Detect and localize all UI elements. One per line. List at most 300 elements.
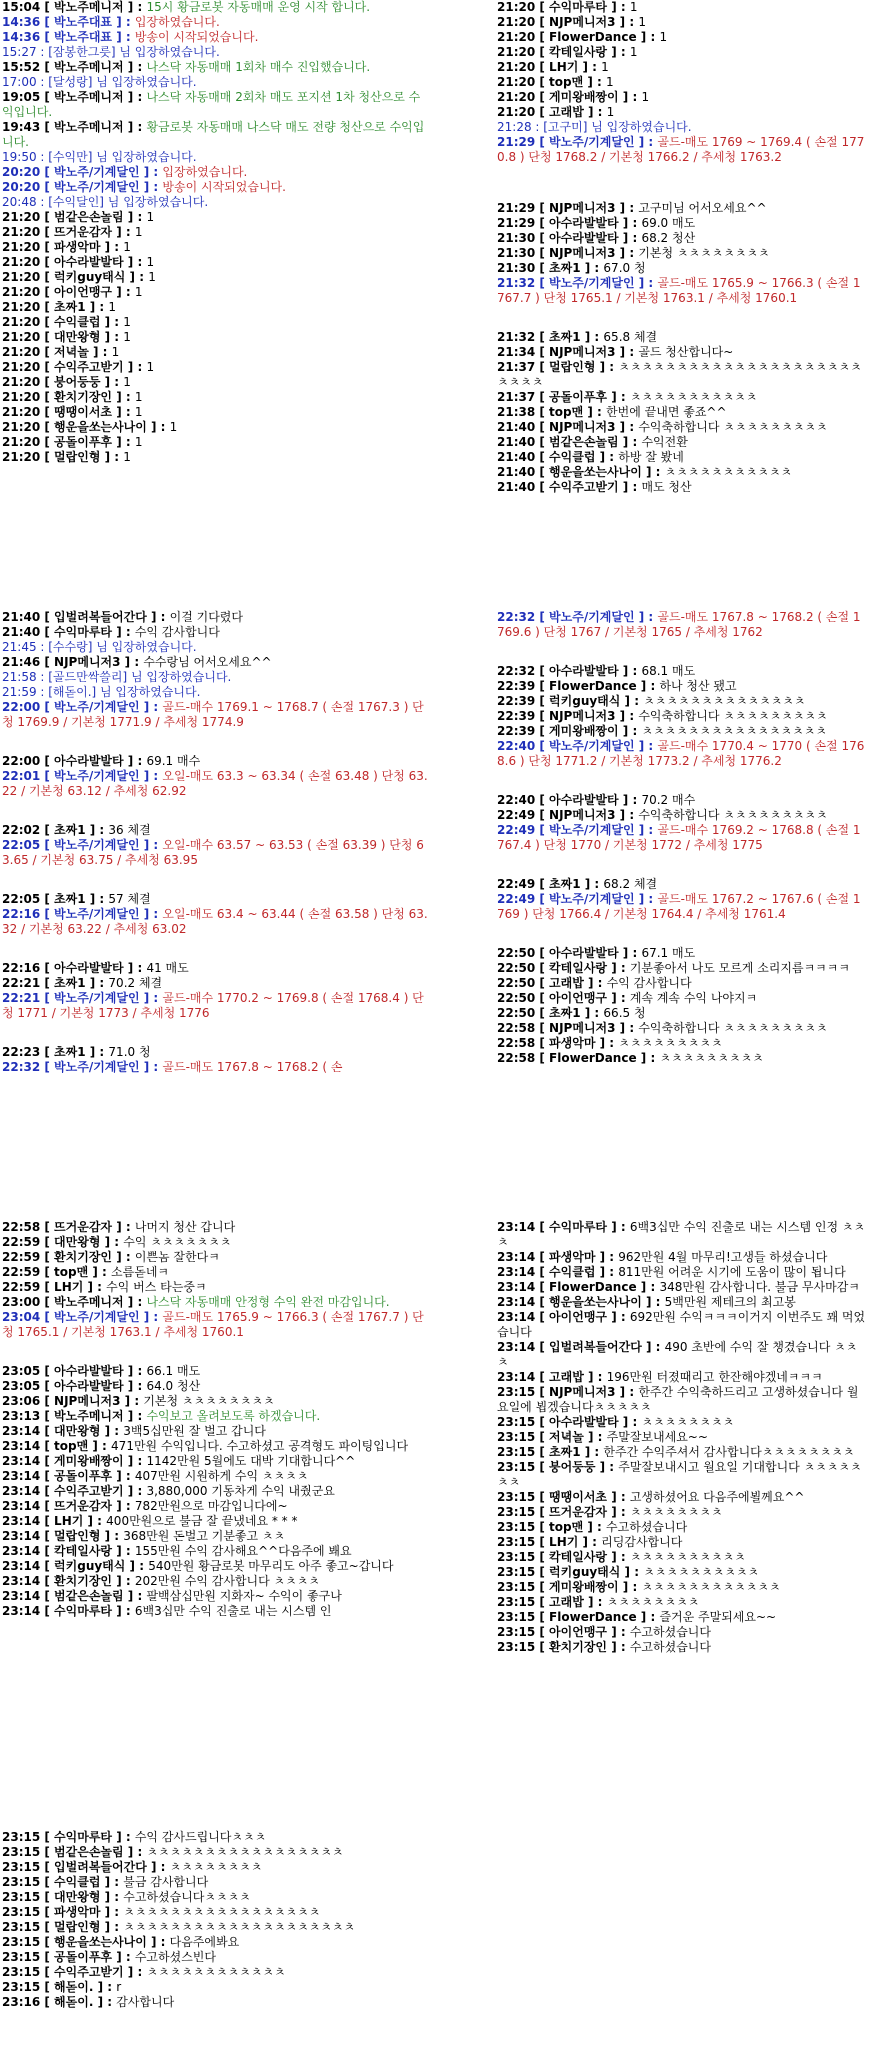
chat-message: 22:05 [ 초짜1 ] : 57 체결 <box>2 892 151 906</box>
sender-name: 멀랍인형 <box>54 1529 101 1543</box>
sender-name: 초짜1 <box>549 877 581 891</box>
chat-message: 21:20 [ 땡땡이서초 ] : 1 <box>2 405 143 419</box>
system-message: 21:28 : [고구미] 님 입장하였습니다. <box>497 120 692 134</box>
message-text: 1 <box>134 285 143 299</box>
message-time: 21:20 <box>2 345 41 359</box>
sender-name: 고래밥 <box>549 1595 584 1609</box>
chat-message: 23:15 [ LH기 ] : 리딩감사합니다 <box>497 1535 683 1549</box>
chat-column-left-3 <box>2 1220 429 1619</box>
message-text: 1 <box>629 0 638 14</box>
sender-name: FlowerDance <box>549 1051 637 1065</box>
message-text: 1 <box>601 60 609 74</box>
message-text: 1 <box>123 330 131 344</box>
message-text: 1 <box>146 360 155 374</box>
chat-message: 22:50 [ 고래밥 ] : 수익 감사합니다 <box>497 976 692 990</box>
message-time: 21:20 <box>497 75 536 89</box>
chat-message: 23:00 [ 박노주메니저 ] : 나스닥 자동매매 안정형 수익 완전 마감입니다. <box>2 1295 390 1309</box>
system-message: 20:48 : [수익달인] 님 입장하였습니다. <box>2 195 209 209</box>
message-text: 540만원 황금로봇 마무리도 아주 좋고~갑니다 <box>148 1559 394 1573</box>
chat-message: 23:15 [ 범같은손놀림 ] : ㅊㅊㅊㅊㅊㅊㅊㅊㅊㅊㅊㅊㅊㅊㅊㅊㅊ <box>2 1845 344 1859</box>
message-text: ㅊㅊㅊㅊㅊㅊㅊㅊㅊㅊㅊㅊㅊㅊㅊㅊㅊ <box>123 1905 321 1919</box>
chat-message: 21:20 [ 범같은손놀림 ] : 1 <box>2 210 155 224</box>
chat-column-left-1 <box>2 0 429 465</box>
chat-message: 23:14 [ 뜨거운감자 ] : 782만원으로 마감입니다에~ <box>2 1499 288 1513</box>
message-time: 23:15 <box>2 1845 41 1859</box>
message-time: 23:14 <box>497 1280 536 1294</box>
message-time: 23:14 <box>2 1544 41 1558</box>
message-time: 23:14 <box>497 1310 536 1324</box>
chat-message: 22:50 [ 칵테일사랑 ] : 기분좋아서 나도 모르게 소리지름ㅋㅋㅋㅋ <box>497 961 850 975</box>
message-text: 1 <box>111 345 120 359</box>
message-time: 22:50 <box>497 946 536 960</box>
chat-message: 22:39 [ FlowerDance ] : 하나 청산 됐고 <box>497 679 737 693</box>
sender-name: 해돋이. <box>54 1980 94 1994</box>
sender-name: 공돌이푸후 <box>54 435 113 449</box>
message-time: 21:20 <box>2 225 41 239</box>
message-text: 66.5 청 <box>603 1006 646 1020</box>
message-time: 22:49 <box>497 808 536 822</box>
sender-name: 박노주/기계달인 <box>54 700 140 714</box>
chat-message: 22:16 [ 박노주/기계달인 ] : 오일-매도 63.4 ~ 63.44 ( 손절 63.58 ) 단청 63.32 / 기본청 63.22 / 추세청 63.02 <box>2 907 428 936</box>
message-text: 1 <box>134 390 143 404</box>
message-time: 21:32 <box>497 276 536 290</box>
sender-name: 게미왕배짱이 <box>54 1454 124 1468</box>
message-text: 팔백삼십만원 지화자~ 수익이 좋구나 <box>146 1589 342 1603</box>
sender-name: 붕어둥둥 <box>549 1460 596 1474</box>
message-text: 계속 계속 수익 나야지ㅋ <box>629 991 758 1005</box>
chat-message: 23:14 [ 럭키guy태식 ] : 540만원 황금로봇 마무리도 아주 좋고~갑니다 <box>2 1559 394 1573</box>
message-time: 23:15 <box>2 1965 41 1979</box>
message-text: 수익보고 올려보도록 하겠습니다. <box>146 1409 321 1423</box>
message-time: 22:21 <box>2 976 41 990</box>
message-text: 1 <box>629 45 638 59</box>
sender-name: 아이언맹구 <box>549 1310 608 1324</box>
message-time: 23:15 <box>497 1595 536 1609</box>
chat-message: 21:32 [ 초짜1 ] : 65.8 체결 <box>497 330 658 344</box>
sender-name: 대만왕형 <box>54 1890 101 1904</box>
message-time: 23:15 <box>497 1580 536 1594</box>
message-time: 23:15 <box>497 1490 536 1504</box>
sender-name: 멀랍인형 <box>54 1920 101 1934</box>
message-text: 기본청 ㅊㅊㅊㅊㅊㅊㅊㅊ <box>638 246 770 260</box>
message-time: 22:16 <box>2 961 41 975</box>
message-time: 22:58 <box>497 1021 536 1035</box>
chat-message: 21:20 [ 아이언맹구 ] : 1 <box>2 285 143 299</box>
message-time: 22:59 <box>2 1265 41 1279</box>
system-message: 19:50 : [수익만] 님 입장하였습니다. <box>2 150 197 164</box>
chat-message: 23:14 [ 아이언맹구 ] : 692만원 수익ㅋㅋㅋ이거지 이번주도 꽤 먹었습니다 <box>497 1310 866 1339</box>
chat-message: 21:40 [ NJP메니저3 ] : 수익축하합니다 ㅊㅊㅊㅊㅊㅊㅊㅊㅊ <box>497 420 828 434</box>
chat-message: 15:52 [ 박노주메니저 ] : 나스닥 자동매매 1회차 매수 진입했습니다. <box>2 60 371 74</box>
message-time: 23:14 <box>2 1424 41 1438</box>
message-time: 22:39 <box>497 679 536 693</box>
chat-message: 15:04 [ 박노주메니저 ] : 15시 황금로봇 자동매매 운영 시작 합니다. <box>2 0 371 14</box>
message-time: 23:13 <box>2 1409 41 1423</box>
sender-name: 땡땡이서초 <box>54 405 113 419</box>
chat-message: 22:00 [ 박노주/기계달인 ] : 골드-매수 1769.1 ~ 1768.7 ( 손절 1767.3 ) 단청 1769.9 / 기본청 1771.9 / 추세청 1774.9 <box>2 700 424 729</box>
message-time: 20:20 <box>2 165 41 179</box>
sender-name: 아수라발발타 <box>54 255 124 269</box>
blank-line <box>2 811 429 823</box>
sender-name: 고래밥 <box>549 105 584 119</box>
message-text: 6백3십만 수익 진출로 내는 시스템 인정 ㅊㅊㅊ <box>497 1220 866 1249</box>
message-text: 수익 버스 타는중ㅋ <box>106 1280 207 1294</box>
blank-line <box>2 1352 429 1364</box>
message-text: ㅊㅊㅊㅊㅊㅊㅊㅊㅊㅊㅊㅊㅊㅊㅊㅊㅊㅊㅊㅊ <box>123 1920 356 1934</box>
sender-name: NJP메니저3 <box>549 246 616 260</box>
blank-line <box>497 189 867 201</box>
message-time: 22:49 <box>497 877 536 891</box>
sender-name: 아이언맹구 <box>549 1625 608 1639</box>
sender-name: 박노주대표 <box>54 30 113 44</box>
chat-message: 23:15 [ 공돌이푸후 ] : 수고하셨스빈다 <box>2 1950 216 1964</box>
message-time: 21:20 <box>2 210 41 224</box>
sender-name: 박노주대표 <box>54 15 113 29</box>
blank-line <box>497 922 867 934</box>
message-time: 21:30 <box>497 246 536 260</box>
sender-name: 초짜1 <box>54 976 86 990</box>
blank-line <box>497 318 867 330</box>
chat-message: 21:40 [ 수익마루타 ] : 수익 감사합니다 <box>2 625 220 639</box>
message-text: 1 <box>146 210 155 224</box>
chat-message: 21:20 [ 초짜1 ] : 1 <box>2 300 117 314</box>
chat-message: 21:29 [ 아수라발발타 ] : 69.0 매도 <box>497 216 696 230</box>
message-time: 23:15 <box>2 1980 41 1994</box>
sender-name: 박노주/기계달인 <box>549 892 635 906</box>
message-time: 22:00 <box>2 754 41 768</box>
message-text: r <box>116 1980 122 1994</box>
chat-message: 23:14 [ 입벌려복들어간다 ] : 490 초반에 수익 잘 챙겼습니다 ㅊㅊㅊ <box>497 1340 858 1369</box>
message-time: 21:29 <box>497 216 536 230</box>
message-text: 수고하셨습니다 <box>606 1520 688 1534</box>
message-text: 490 초반에 수익 잘 챙겼습니다 ㅊㅊㅊ <box>497 1340 858 1369</box>
message-text: 41 매도 <box>146 961 189 975</box>
message-text: 68.1 매도 <box>641 664 696 678</box>
chat-message: 22:59 [ 대만왕형 ] : 수익 ㅊㅊㅊㅊㅊㅊㅊ <box>2 1235 232 1249</box>
message-text: 리딩감사합니다 <box>601 1535 683 1549</box>
chat-message: 23:15 [ 아이언맹구 ] : 수고하셨습니다 <box>497 1625 711 1639</box>
message-time: 23:15 <box>497 1640 536 1654</box>
message-time: 23:14 <box>2 1559 41 1573</box>
sender-name: 범같은손놀림 <box>54 210 124 224</box>
message-time: 15:04 <box>2 0 41 14</box>
message-text: 1 <box>641 90 650 104</box>
sender-name: top맨 <box>54 1265 89 1279</box>
sender-name: 박노주/기계달인 <box>549 135 635 149</box>
message-text: 골드-매수 1770.2 ~ 1769.8 ( 손절 1768.4 ) 단청 1771 / 기본청 1773 / 추세청 1776 <box>2 991 424 1020</box>
message-time: 21:20 <box>497 60 536 74</box>
chat-message: 22:59 [ LH기 ] : 수익 버스 타는중ㅋ <box>2 1280 207 1294</box>
sender-name: 박노주메니저 <box>54 1409 124 1423</box>
message-text: 나머지 청산 갑니다 <box>134 1220 236 1234</box>
message-text: 57 체결 <box>108 892 151 906</box>
message-text: 수익 ㅊㅊㅊㅊㅊㅊㅊ <box>123 1235 232 1249</box>
blank-line <box>2 880 429 892</box>
message-text: 한번에 끝내면 좋죠^^ <box>606 405 727 419</box>
sender-name: 럭키guy태식 <box>549 694 621 708</box>
message-time: 22:59 <box>2 1250 41 1264</box>
chat-message: 21:20 [ 수익주고받기 ] : 1 <box>2 360 155 374</box>
chat-message: 21:40 [ 수익클럽 ] : 하방 잘 봤네 <box>497 450 684 464</box>
message-text: 하나 청산 됐고 <box>659 679 737 693</box>
chat-message: 23:15 [ 환치기장인 ] : 수고하셨습니다 <box>497 1640 711 1654</box>
message-text: 1 <box>146 255 155 269</box>
message-time: 21:34 <box>497 345 536 359</box>
chat-message: 23:15 [ 행운을쏘는사나이 ] : 다음주에봐요 <box>2 1935 240 1949</box>
chat-message: 21:20 [ 칵테일사랑 ] : 1 <box>497 45 638 59</box>
message-text: 나스닥 자동매매 2회차 매도 포지션 1차 청산으로 수익입니다. <box>2 90 421 119</box>
sender-name: 럭키guy태식 <box>54 1559 126 1573</box>
chat-message: 22:32 [ 아수라발발타 ] : 68.1 매도 <box>497 664 696 678</box>
message-text: 골드-매도 1767.8 ~ 1768.2 ( 손절 1769.6 ) 단청 1767 / 기본청 1765 / 추세청 1762 <box>497 610 861 639</box>
sender-name: 박노주/기계달인 <box>54 769 140 783</box>
message-time: 22:49 <box>497 823 536 837</box>
message-text: 나스닥 자동매매 안정형 수익 완전 마감입니다. <box>146 1295 390 1309</box>
sender-name: 파생악마 <box>549 1036 596 1050</box>
message-time: 21:29 <box>497 135 536 149</box>
message-text: 202만원 수익 감사합니다 ㅊㅊㅊㅊ <box>134 1574 320 1588</box>
chat-message: 21:40 [ 수익주고받기 ] : 매도 청산 <box>497 480 692 494</box>
chat-message: 23:14 [ 환치기장인 ] : 202만원 수익 감사합니다 ㅊㅊㅊㅊ <box>2 1574 320 1588</box>
sender-name: 수익마루타 <box>54 625 113 639</box>
message-time: 23:15 <box>497 1535 536 1549</box>
chat-message: 21:20 [ 아수라발발타 ] : 1 <box>2 255 155 269</box>
message-text: 다음주에봐요 <box>169 1935 240 1949</box>
sender-name: 박노주메니저 <box>54 60 124 74</box>
chat-message: 23:15 [ 칵테일사랑 ] : ㅊㅊㅊㅊㅊㅊㅊㅊㅊㅊ <box>497 1550 746 1564</box>
message-time: 23:00 <box>2 1295 41 1309</box>
chat-message: 22:49 [ 초짜1 ] : 68.2 체결 <box>497 877 658 891</box>
sender-name: 입벌려복들어간다 <box>549 1340 642 1354</box>
sender-name: 칵테일사랑 <box>549 961 608 975</box>
message-time: 22:32 <box>2 1060 41 1074</box>
chat-message: 22:58 [ FlowerDance ] : ㅊㅊㅊㅊㅊㅊㅊㅊㅊ <box>497 1051 764 1065</box>
sender-name: LH기 <box>54 1514 84 1528</box>
message-text: ㅊㅊㅊㅊㅊㅊㅊㅊ <box>606 1595 700 1609</box>
message-text: 고생하셨어요 다음주에뵐께요^^ <box>629 1490 805 1504</box>
message-text: 수고하셨습니다ㅊㅊㅊㅊ <box>123 1890 251 1904</box>
message-text: 수익축하합니다 ㅊㅊㅊㅊㅊㅊㅊㅊㅊ <box>638 1021 828 1035</box>
blank-line <box>2 730 429 742</box>
message-time: 22:23 <box>2 1045 41 1059</box>
sender-name: 행운을쏘는사나이 <box>54 1935 147 1949</box>
sender-name: 초짜1 <box>549 330 581 344</box>
message-time: 23:15 <box>2 1905 41 1919</box>
chat-message: 23:14 [ 행운을쏘는사나이 ] : 5백만원 제테크의 최고봉 <box>497 1295 796 1309</box>
sender-name: 수익마루타 <box>54 1604 113 1618</box>
sender-name: 박노주메니저 <box>54 90 124 104</box>
message-text: 407만원 시원하게 수익 ㅊㅊㅊㅊ <box>134 1469 309 1483</box>
message-text: 67.1 매도 <box>641 946 696 960</box>
chat-message: 22:58 [ 뜨거운감자 ] : 나머지 청산 갑니다 <box>2 1220 236 1234</box>
message-time: 23:14 <box>2 1529 41 1543</box>
sender-name: NJP메니저3 <box>549 709 616 723</box>
message-text: ㅊㅊㅊㅊㅊㅊㅊㅊ <box>629 1505 723 1519</box>
sender-name: 아이언맹구 <box>549 991 608 1005</box>
message-time: 23:14 <box>497 1220 536 1234</box>
message-time: 23:14 <box>2 1604 41 1618</box>
chat-message: 23:14 [ 칵테일사랑 ] : 155만원 수익 감사해요^^다음주에 봬요 <box>2 1544 352 1558</box>
message-text: 1 <box>148 270 156 284</box>
message-text: 692만원 수익ㅋㅋㅋ이거지 이번주도 꽤 먹었습니다 <box>497 1310 866 1339</box>
blank-line <box>497 165 867 177</box>
chat-message: 23:14 [ 범같은손놀림 ] : 팔백삼십만원 지화자~ 수익이 좋구나 <box>2 1589 342 1603</box>
blank-line <box>2 742 429 754</box>
sender-name: 멀랍인형 <box>54 450 101 464</box>
message-text: ㅊㅊㅊㅊㅊㅊㅊㅊㅊㅊㅊㅊㅊㅊ <box>643 694 806 708</box>
chat-message: 23:15 [ 저녁놀 ] : 주말잘보내세요~~ <box>497 1430 708 1444</box>
chat-message: 23:14 [ LH기 ] : 400만원으로 불금 잘 끝냈네요 * * * <box>2 1514 298 1528</box>
message-time: 22:50 <box>497 976 536 990</box>
chat-message: 20:20 [ 박노주/기계달인 ] : 입장하였습니다. <box>2 165 248 179</box>
chat-message: 21:30 [ NJP메니저3 ] : 기본청 ㅊㅊㅊㅊㅊㅊㅊㅊ <box>497 246 770 260</box>
sender-name: 초짜1 <box>54 823 86 837</box>
message-time: 21:20 <box>2 255 41 269</box>
sender-name: LH기 <box>549 1535 579 1549</box>
sender-name: 대만왕형 <box>54 1235 101 1249</box>
message-text: ㅊㅊㅊㅊㅊㅊㅊㅊㅊㅊ <box>629 1550 746 1564</box>
message-time: 23:15 <box>2 1890 41 1904</box>
message-time: 21:20 <box>497 45 536 59</box>
system-message: 17:00 : [달성랑] 님 입장하였습니다. <box>2 75 197 89</box>
message-text: 수익 감사합니다 <box>606 976 692 990</box>
sender-name: 아수라발발타 <box>54 1379 124 1393</box>
message-text: 368만원 돈벌고 기분좋고 ㅊㅊ <box>123 1529 286 1543</box>
chat-message: 22:59 [ 환치기장인 ] : 이쁜놈 잘한다ㅋ <box>2 1250 220 1264</box>
message-text: 70.2 체결 <box>108 976 163 990</box>
message-text: 수익전환 <box>641 435 688 449</box>
message-text: 155만원 수익 감사해요^^다음주에 봬요 <box>134 1544 352 1558</box>
message-text: 소름돋네ㅋ <box>111 1265 170 1279</box>
message-text: 기분좋아서 나도 모르게 소리지름ㅋㅋㅋㅋ <box>629 961 850 975</box>
message-time: 15:52 <box>2 60 41 74</box>
sender-name: 환치기장인 <box>54 1574 113 1588</box>
chat-message: 21:38 [ top맨 ] : 한번에 끝내면 좋죠^^ <box>497 405 727 419</box>
chat-message: 21:20 [ 럭키guy태식 ] : 1 <box>2 270 156 284</box>
message-text: 주말잘보내시고 월요일 기대합니다 ㅊㅊㅊㅊㅊㅊㅊ <box>497 1460 862 1489</box>
message-text: ㅊㅊㅊㅊㅊㅊㅊㅊ <box>641 1415 735 1429</box>
message-text: 69.0 매도 <box>641 216 696 230</box>
system-message: 21:59 : [해돋이.] 님 입장하였습니다. <box>2 685 201 699</box>
message-time: 23:16 <box>2 1995 41 2009</box>
sender-name: 칵테일사랑 <box>549 45 608 59</box>
message-text: 471만원 수익입니다. 수고하셨고 공격형도 파이팅입니다 <box>111 1439 409 1453</box>
message-text: 1 <box>659 30 668 44</box>
chat-message: 22:49 [ 박노주/기계달인 ] : 골드-매도 1767.2 ~ 1767.6 ( 손절 1769 ) 단청 1766.4 / 기본청 1764.4 / 추세청 1761.4 <box>497 892 861 921</box>
sender-name: 수익마루타 <box>549 1220 608 1234</box>
message-time: 23:14 <box>2 1589 41 1603</box>
blank-line <box>497 769 867 781</box>
message-text: 한주간 수익주셔서 감사합니다ㅊㅊㅊㅊㅊㅊㅊㅊ <box>603 1445 855 1459</box>
sender-name: 해돋이. <box>54 1995 94 2009</box>
chat-message: 23:06 [ NJP메니저3 ] : 기본청 ㅊㅊㅊㅊㅊㅊㅊㅊ <box>2 1394 275 1408</box>
chat-message: 14:36 [ 박노주대표 ] : 방송이 시작되었습니다. <box>2 30 259 44</box>
message-time: 21:30 <box>497 231 536 245</box>
chat-message: 22:50 [ 아수라발발타 ] : 67.1 매도 <box>497 946 696 960</box>
message-time: 22:32 <box>497 664 536 678</box>
sender-name: 박노주/기계달인 <box>54 165 140 179</box>
chat-message: 21:20 [ top맨 ] : 1 <box>497 75 614 89</box>
chat-message: 21:20 [ LH기 ] : 1 <box>497 60 609 74</box>
message-time: 23:15 <box>497 1610 536 1624</box>
blank-line <box>2 949 429 961</box>
message-text: 962만원 4월 마무리!고생들 하셨습니다 <box>618 1250 828 1264</box>
chat-message: 21:20 [ 대만왕형 ] : 1 <box>2 330 131 344</box>
message-time: 22:50 <box>497 961 536 975</box>
sender-name: 범같은손놀림 <box>54 1845 124 1859</box>
sender-name: top맨 <box>549 1520 584 1534</box>
message-time: 23:14 <box>2 1439 41 1453</box>
sender-name: NJP메니저3 <box>549 1021 616 1035</box>
sender-name: 수익주고받기 <box>54 1965 124 1979</box>
chat-message: 23:15 [ 아수라발발타 ] : ㅊㅊㅊㅊㅊㅊㅊㅊ <box>497 1415 735 1429</box>
sender-name: 초짜1 <box>549 1445 581 1459</box>
blank-line <box>2 1021 429 1033</box>
message-text: 한주간 수익축하드리고 고생하셨습니다 월요일에 뵙겠습니다ㅊㅊㅊㅊㅊ <box>497 1385 859 1414</box>
message-time: 23:06 <box>2 1394 41 1408</box>
chat-message: 23:05 [ 아수라발발타 ] : 66.1 매도 <box>2 1364 201 1378</box>
sender-name: 박노주메니저 <box>54 1295 124 1309</box>
chat-message: 23:14 [ 수익마루타 ] : 6백3십만 수익 진출로 내는 시스템 인정 ㅊㅊㅊ <box>497 1220 866 1249</box>
chat-message: 21:30 [ 아수라발발타 ] : 68.2 청산 <box>497 231 696 245</box>
message-text: 수익축하합니다 ㅊㅊㅊㅊㅊㅊㅊㅊㅊ <box>638 808 828 822</box>
sender-name: 박노주/기계달인 <box>54 907 140 921</box>
blank-line <box>2 937 429 949</box>
sender-name: NJP메니저3 <box>549 808 616 822</box>
message-time: 23:05 <box>2 1364 41 1378</box>
message-text: 1 <box>134 225 143 239</box>
message-text: 감사합니다 <box>116 1995 175 2009</box>
message-text: 오일-매도 63.4 ~ 63.44 ( 손절 63.58 ) 단청 63.32 / 기본청 63.22 / 추세청 63.02 <box>2 907 428 936</box>
message-text: 3백5십만원 잘 벌고 갑니다 <box>123 1424 266 1438</box>
message-time: 21:30 <box>497 261 536 275</box>
message-text: 이쁜놈 잘한다ㅋ <box>134 1250 220 1264</box>
chat-message: 22:32 [ 박노주/기계달인 ] : 골드-매도 1767.8 ~ 1768.2 ( 손 <box>2 1060 343 1074</box>
sender-name: 저녁놀 <box>549 1430 584 1444</box>
sender-name: 박노주메니저 <box>54 120 124 134</box>
sender-name: 멀랍인형 <box>549 360 596 374</box>
message-text: 고구미님 어서오세요^^ <box>638 201 767 215</box>
chat-message: 22:02 [ 초짜1 ] : 36 체결 <box>2 823 151 837</box>
message-text: 15시 황금로봇 자동매매 운영 시작 합니다. <box>146 0 371 14</box>
chat-message: 21:46 [ NJP메니저3 ] : 수수랑님 어서오세요^^ <box>2 655 272 669</box>
message-text: 수고하셨습니다 <box>629 1625 711 1639</box>
message-text: 1 <box>134 405 143 419</box>
message-text: 1 <box>123 450 131 464</box>
message-time: 22:01 <box>2 769 41 783</box>
message-time: 21:20 <box>2 435 41 449</box>
chat-message: 23:15 [ 해돋이. ] : r <box>2 1980 122 1994</box>
chat-message: 22:58 [ NJP메니저3 ] : 수익축하합니다 ㅊㅊㅊㅊㅊㅊㅊㅊㅊ <box>497 1021 828 1035</box>
chat-message: 20:20 [ 박노주/기계달인 ] : 방송이 시작되었습니다. <box>2 180 286 194</box>
sender-name: 파생악마 <box>54 1905 101 1919</box>
sender-name: 아수라발발타 <box>54 961 124 975</box>
chat-message: 21:37 [ 멀랍인형 ] : ㅊㅊㅊㅊㅊㅊㅊㅊㅊㅊㅊㅊㅊㅊㅊㅊㅊㅊㅊㅊㅊㅊㅊㅊㅊ <box>497 360 862 389</box>
message-text: 오일-매도 63.3 ~ 63.34 ( 손절 63.48 ) 단청 63.22 / 기본청 63.12 / 추세청 62.92 <box>2 769 428 798</box>
chat-message: 23:14 [ 대만왕형 ] : 3백5십만원 잘 벌고 갑니다 <box>2 1424 266 1438</box>
message-time: 22:49 <box>497 892 536 906</box>
chat-message: 23:15 [ top맨 ] : 수고하셨습니다 <box>497 1520 688 1534</box>
chat-message: 21:20 [ 게미왕배짱이 ] : 1 <box>497 90 650 104</box>
chat-message: 21:29 [ 박노주/기계달인 ] : 골드-매도 1769 ~ 1769.4 ( 손절 1770.8 ) 단청 1768.2 / 기본청 1766.2 / 추세청 1763.2 <box>497 135 865 164</box>
message-text: 골드-매수 1770.4 ~ 1770 ( 손절 1768.6 ) 단청 1771.2 / 기본청 1773.2 / 추세청 1776.2 <box>497 739 865 768</box>
message-time: 23:15 <box>497 1430 536 1444</box>
sender-name: 아수라발발타 <box>549 664 619 678</box>
message-time: 21:20 <box>2 285 41 299</box>
message-time: 23:15 <box>2 1860 41 1874</box>
sender-name: 아수라발발타 <box>549 216 619 230</box>
chat-message: 22:21 [ 초짜1 ] : 70.2 체결 <box>2 976 163 990</box>
